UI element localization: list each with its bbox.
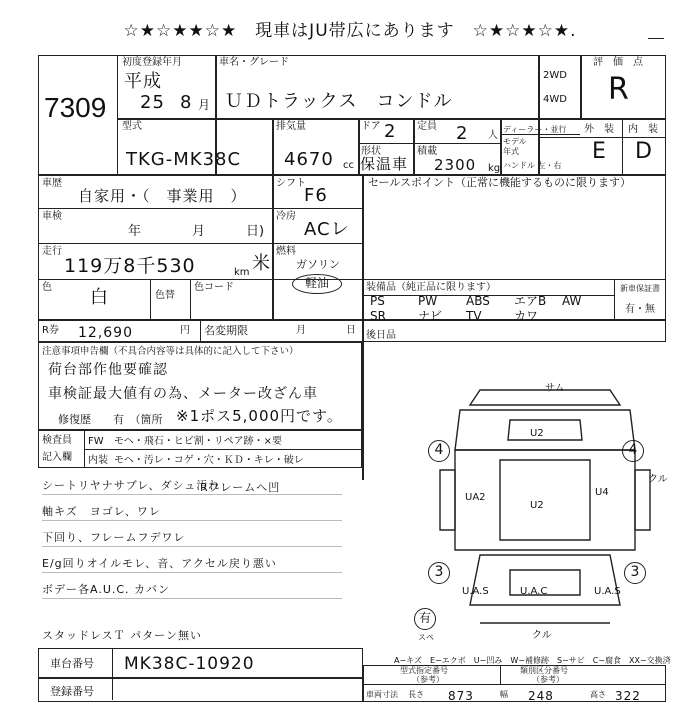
history-label: 車歴	[42, 178, 62, 189]
history-value: 自家用・（ 事業用 ）	[78, 187, 247, 205]
first-reg-month-unit: 月	[198, 98, 211, 112]
first-reg-era: 平成	[124, 71, 162, 92]
handwritten-note: スタッドレスＴ パターン無い	[42, 629, 202, 642]
inspection-label: 車検	[42, 211, 62, 222]
model-year-label2: 年式	[503, 147, 519, 156]
recycle-unit: 円	[180, 325, 190, 336]
fuel-label: 燃料	[276, 246, 296, 257]
shape-value: 保温車	[360, 155, 409, 173]
diag-right-rear: 3	[624, 562, 646, 584]
category-ref: （参考）	[532, 675, 564, 684]
int-label: 内装	[88, 455, 108, 466]
displacement-value: 4670	[284, 149, 334, 170]
aircon-value: ACレ	[304, 219, 350, 240]
drive-4wd: 4WD	[543, 94, 567, 105]
frame-note: Rフレームへ凹	[200, 481, 281, 494]
color-code-label: 色コード	[194, 282, 234, 293]
equipment-a-1: PW	[418, 294, 438, 308]
warranty-value: 有・無	[625, 304, 655, 315]
mileage-mark: 米	[252, 253, 271, 274]
diag-left-side: UA2	[465, 492, 486, 503]
repair-label: 修復歴 有 （箇所	[58, 413, 163, 426]
color-label: 色	[42, 282, 52, 293]
diag-rear-left: U.A.S	[462, 586, 489, 597]
notes-label: 注意事項申告欄（不具合内容等は具体的に記入して下さい）	[42, 346, 299, 357]
diag-rear-right: U.A.S	[594, 586, 621, 597]
interior-label: 内 装	[628, 124, 658, 135]
car-diagram	[420, 380, 680, 640]
note-rule	[42, 546, 342, 547]
diag-roof: U2	[530, 428, 544, 439]
diag-right-front: 4	[622, 440, 644, 462]
grade-label: 評 価 点	[593, 57, 643, 68]
inspection-year-unit: 年	[128, 224, 142, 239]
model-code-label: 型式	[122, 121, 142, 132]
handwritten-note: E/g回りオイルモレ、音、アクセル戻り悪い	[42, 557, 277, 570]
type-spec-label: 型式指定番号	[400, 666, 448, 675]
equipment-b-2: TV	[466, 309, 482, 323]
mileage-unit: km	[234, 267, 250, 278]
handwritten-note: ボデー各A.U.C. カバン	[42, 583, 171, 596]
capacity-label: 定員	[417, 121, 437, 132]
color-value: 白	[90, 287, 109, 308]
damage-legend: A−キズ E−エクボ U−凹み W−補修跡 S−サビ C−腐食 XX−交換済	[394, 656, 671, 665]
equipment-label: 装備品（純正品に限ります）	[366, 282, 496, 293]
fuel-diesel: 軽油	[292, 274, 342, 294]
fw-items: モヘ・飛石・ヒビ割・リペア跡・×要	[114, 436, 282, 447]
height-value: 322	[615, 689, 641, 703]
handwritten-note: 軸キズ ヨゴレ、ワレ	[42, 505, 161, 518]
shift-value: F6	[304, 185, 328, 206]
drive-2wd: 2WD	[543, 70, 567, 81]
shift-label: シフト	[276, 178, 306, 189]
note-rule	[42, 598, 342, 599]
equipment-a-2: ABS	[466, 294, 490, 308]
shape-label: 形状	[361, 146, 381, 157]
notes-line-2: 車検証最大値有の為、メーター改ざん車	[48, 386, 318, 402]
recycle-value: 12,690	[78, 325, 133, 341]
model-name-label: 車名・グレード	[219, 57, 289, 68]
equipment-a-0: PS	[370, 294, 385, 308]
sales-point-label: セールスポイント（正常に機能するものに限ります）	[368, 176, 632, 189]
handle-label: ハンドル 左・右	[503, 161, 562, 170]
displacement-label: 排気量	[276, 121, 306, 132]
type-spec-ref: （参考）	[412, 675, 444, 684]
grade-value: R	[608, 72, 630, 107]
model-year-label1: モデル	[503, 137, 527, 146]
equipment-row-1	[370, 295, 614, 309]
mileage-value: 119万8千530	[64, 255, 196, 277]
diag-top: サム	[545, 383, 565, 394]
length-label: 長さ	[408, 690, 424, 699]
diag-rear-center: U.A.C	[520, 586, 548, 597]
first-reg-year: 25	[140, 92, 165, 113]
spare-label: スペ	[418, 633, 434, 642]
dims-label: 車両寸法	[366, 690, 398, 699]
load-unit: kg	[488, 163, 501, 174]
diag-right-mark: クル	[648, 474, 668, 485]
int-items: モヘ・汚レ・コゲ・穴・ＫＤ・キレ・破レ	[114, 455, 304, 466]
inspection-month-unit: 月	[192, 224, 206, 239]
fw-label: FW	[88, 436, 104, 447]
height-label: 高さ	[590, 690, 606, 699]
dealer-label: ディーラー・並行	[503, 125, 567, 134]
equipment-a-4: AW	[562, 294, 582, 308]
reg-label: 登録番号	[50, 685, 94, 698]
diag-left-front: 4	[428, 440, 450, 462]
length-value: 873	[448, 689, 474, 703]
doors-value: 2	[384, 121, 397, 142]
equipment-b-3: カワ	[514, 309, 539, 323]
model-name-value: ＵＤトラックス コンドル	[225, 91, 453, 112]
recycle-label: R券	[42, 325, 59, 336]
inspection-day-unit: 日)	[246, 224, 265, 239]
aircon-label: 冷房	[276, 211, 296, 222]
load-label: 積載	[417, 146, 437, 157]
notes-line-1: 荷台部作他要確認	[48, 362, 168, 378]
handwritten-notes	[42, 476, 342, 646]
load-value: 2300	[434, 156, 477, 174]
repair-value: ※1ポス5,000円です。	[176, 407, 343, 425]
diag-right-side: U4	[595, 487, 609, 498]
displacement-unit: cc	[343, 160, 354, 171]
handwritten-note: 下回り、フレームフデワレ	[42, 531, 186, 544]
mileage-label: 走行	[42, 246, 62, 257]
chassis-value: MK38C-10920	[124, 654, 255, 674]
divider	[648, 38, 664, 39]
equipment-a-3: エアB	[514, 294, 547, 308]
first-reg-label: 初度登録年月	[122, 57, 182, 68]
equipment-b-1: ナビ	[418, 309, 443, 323]
name-change-day: 日	[346, 325, 356, 336]
first-reg-month: 8	[180, 92, 193, 113]
fuel-gasoline: ガソリン	[296, 258, 340, 271]
diag-bottom: クル	[532, 630, 552, 641]
spare-tire-mark: 有	[414, 608, 436, 630]
handwritten-note: シートリヤナサブレ、ダシュ汚れ	[42, 479, 221, 492]
warranty-label: 新車保証書	[620, 284, 660, 293]
lot-number: 7309	[44, 92, 107, 123]
note-rule	[42, 494, 342, 495]
exterior-label: 外 装	[584, 124, 614, 135]
name-change-label: 名変期限	[204, 324, 248, 337]
category-label: 類別区分番号	[520, 666, 568, 675]
name-change-month: 月	[296, 325, 306, 336]
note-rule	[42, 520, 342, 521]
capacity-value: 2	[456, 123, 469, 144]
model-code-value: TKG-MK38C	[126, 149, 242, 170]
inspector-entry-label: 記入欄	[42, 452, 72, 463]
rear-seat-label: 後日品	[366, 330, 396, 341]
inspector-label: 検査員	[42, 435, 72, 446]
width-label: 幅	[500, 690, 508, 699]
width-value: 248	[528, 689, 554, 703]
diag-left-rear: 3	[428, 562, 450, 584]
color-change-label: 色替	[155, 290, 175, 301]
doors-label: ドア	[361, 121, 381, 132]
chassis-label: 車台番号	[50, 657, 94, 670]
equipment-b-0: SR	[370, 309, 386, 323]
header-banner: ☆★☆★★☆★ 現車はJU帯広にあります ☆★☆★☆★.	[123, 21, 577, 41]
interior-grade: D	[635, 139, 653, 164]
exterior-grade: E	[592, 139, 607, 164]
diag-center: U2	[530, 500, 544, 511]
note-rule	[42, 572, 342, 573]
capacity-unit: 人	[488, 130, 498, 141]
